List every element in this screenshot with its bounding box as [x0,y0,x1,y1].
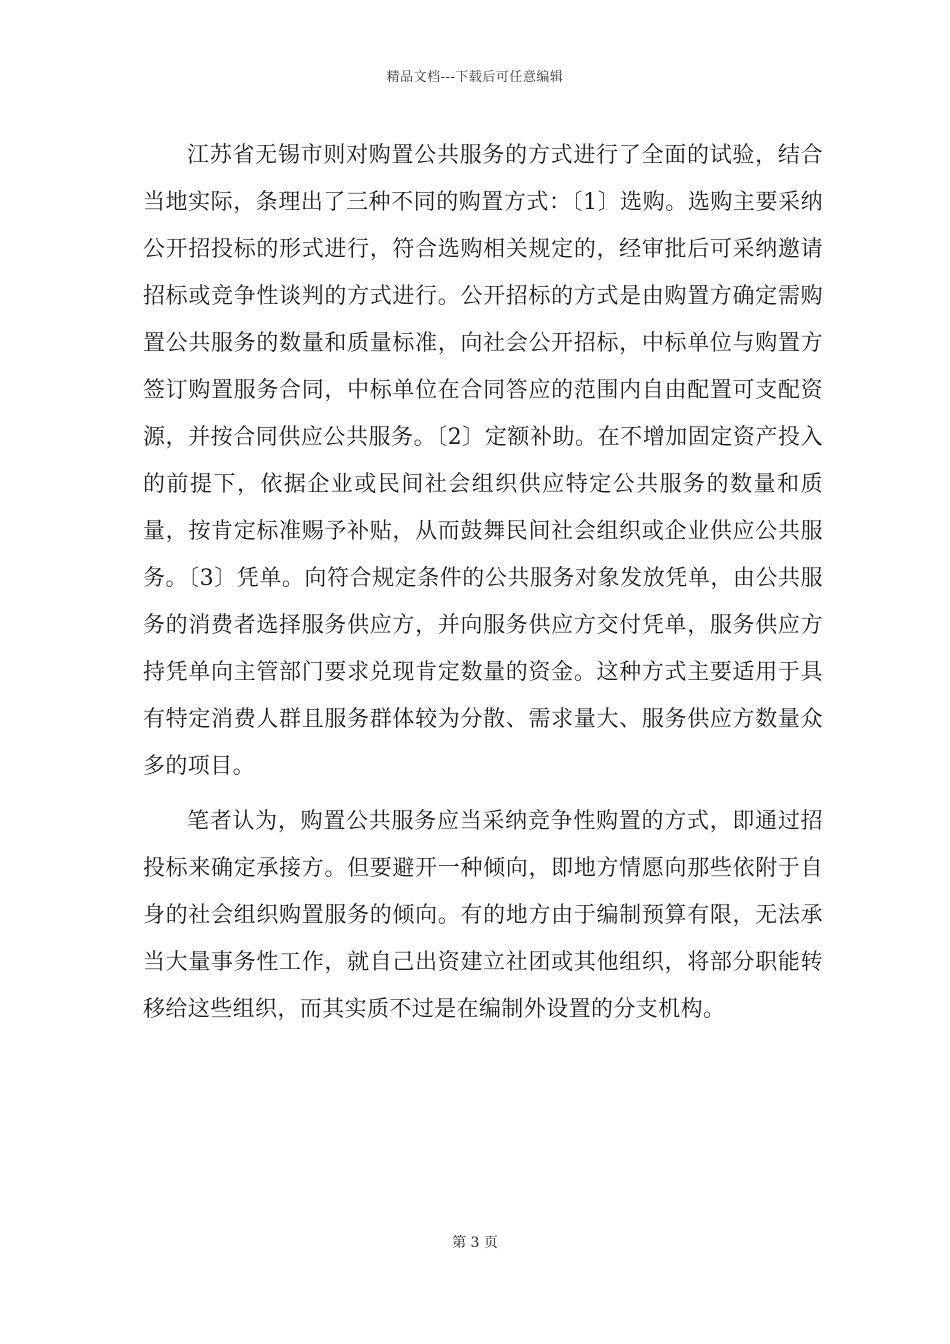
page-number: 第 3 页 [452,1235,498,1251]
paragraph-2: 笔者认为，购置公共服务应当采纳竞争性购置的方式，即通过招投标来确定承接方。但要避开一种倾向，即地方情愿向那些依附于自身的社会组织购置服务的倾向。有的地方由于编制预算有限，无法承当大量事务性工作，就自己出资建立社团或其他组织，将部分职能转移给这些组织，而其实质不过是在编制外设置的分支机构。 [143,809,823,1022]
page-header: 精品文档---下载后可任意编辑 [386,70,564,85]
document-body [143,132,823,1033]
paragraph-1: 江苏省无锡市则对购置公共服务的方式进行了全面的试验，结合当地实际，条理出了三种不同的购置方式：〔1〕选购。选购主要采纳公开招投标的形式进行，符合选购相关规定的，经审批后可采纳邀请招标或竞争性谈判的方式进行。公开招标的方式是由购置方确定需购置公共服务的数量和质量标准，向社会公开招标，中标单位与购置方签订购置服务合同，中标单位在合同答应的范围内自由配置可支配资源，并按合同供应公共服务。〔2〕定额补助。在不增加固定资产投入的前提下，依据企业或民间社会组织供应特定公共服务的数量和质量，按肯定标准赐予补贴，从而鼓舞民间社会组织或企业供应公共服务。〔3〕凭单。向符合规定条件的公共服务对象发放凭单，由公共服务的消费者选择服务供应方，并向服务供应方交付凭单，服务供应方持凭单向主管部门要求兑现肯定数量的资金。这种方式主要适用于具有特定消费人群且服务群体较为分散、需求量大、服务供应方数量众多的项目。 [143,143,823,779]
